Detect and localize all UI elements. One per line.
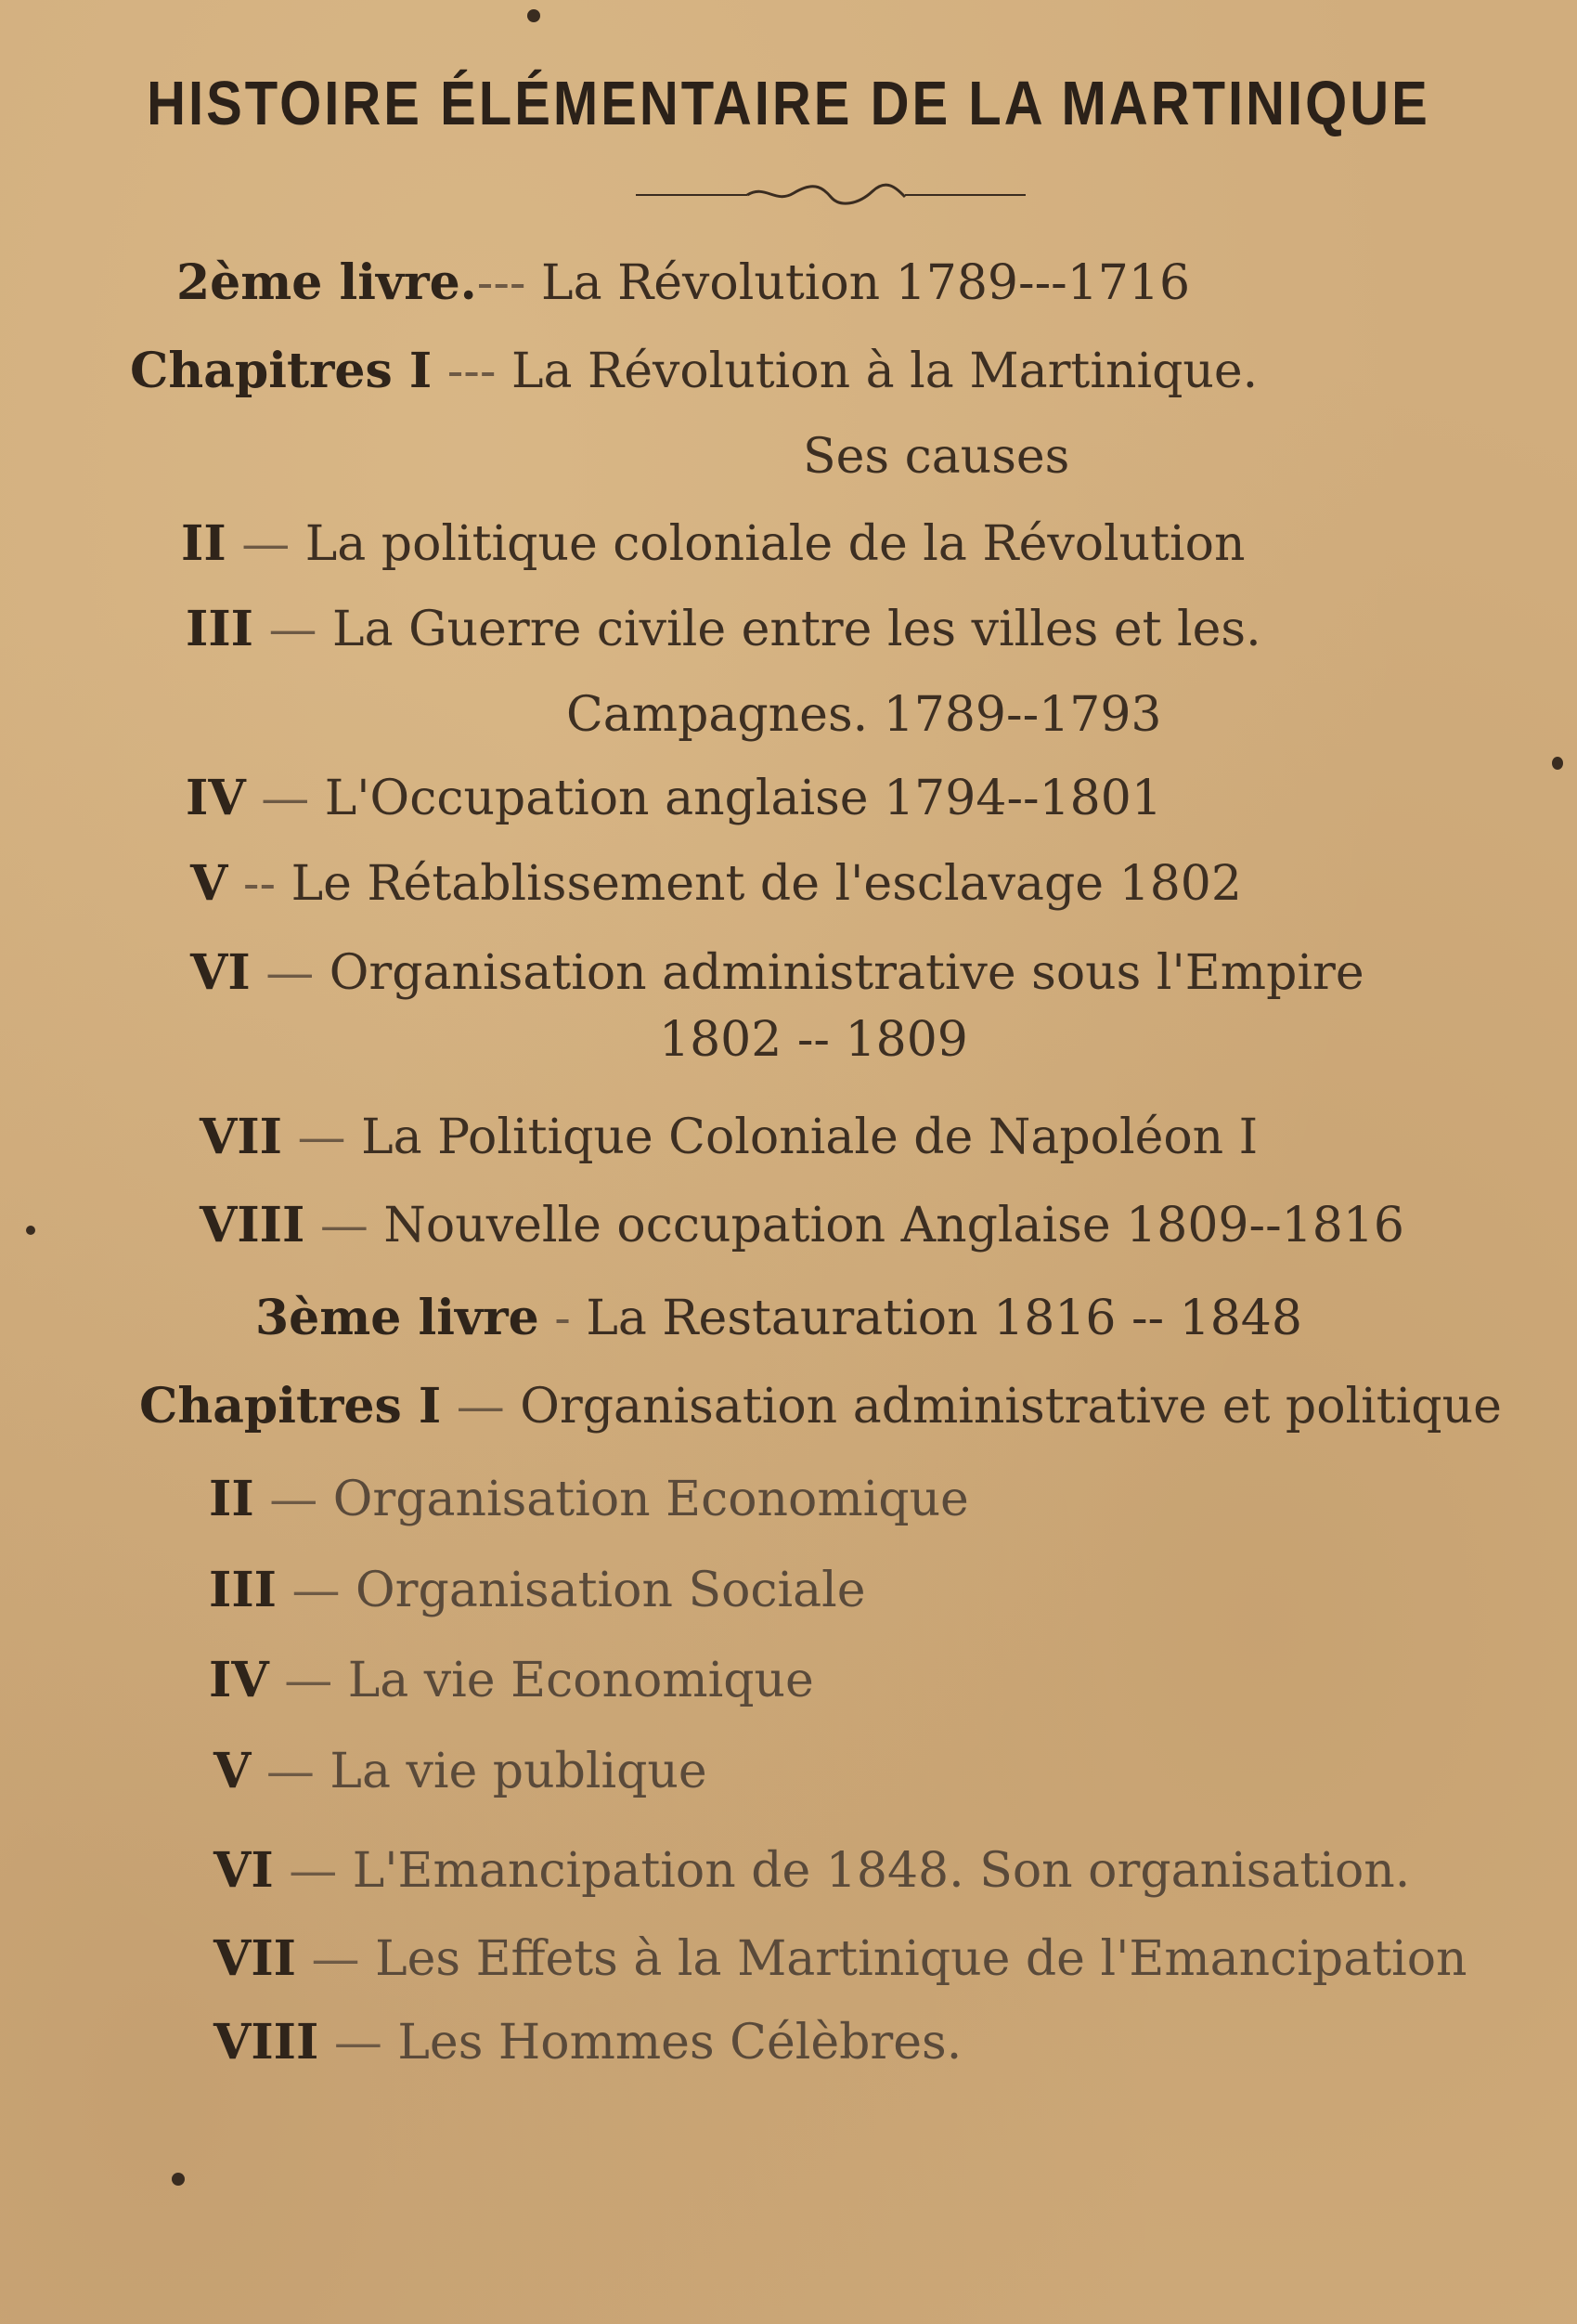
toc-entry-2-chapter-3: III — La Guerre civile entre les villes et les. — [186, 601, 1261, 657]
paper-speck — [26, 1226, 35, 1235]
toc-entry-2-chapter-4: IV — L'Occupation anglaise 1794--1801 — [186, 770, 1162, 826]
toc-entry-3-chapter-8: VIII — Les Hommes Célèbres. — [213, 2014, 963, 2071]
toc-entry-3-chapter-3: III — Organisation Sociale — [209, 1562, 866, 1618]
toc-entry-2-chapter-5: V -- Le Rétablissement de l'esclavage 1802 — [190, 855, 1242, 912]
toc-entry-3-chapter-4: IV — La vie Economique — [209, 1652, 814, 1708]
toc-entry-2-chapter-2: II — La politique coloniale de la Révolution — [181, 515, 1246, 572]
paper-speck — [527, 9, 540, 22]
toc-entry-2-chapter-3-continued: Campagnes. 1789--1793 — [566, 687, 1162, 743]
page-title: HISTOIRE ÉLÉMENTAIRE DE LA MARTINIQUE — [147, 69, 1430, 138]
toc-entry-2-chapter-6: VI — Organisation administrative sous l'Empire — [190, 944, 1364, 1001]
paper-speck — [1552, 757, 1563, 770]
toc-entry-3-chapter-7: VII — Les Effets à la Martinique de l'Emancipation — [213, 1930, 1467, 1987]
toc-entry-3-chapter-5: V — La vie publique — [213, 1743, 707, 1799]
ornament-divider — [636, 176, 1026, 214]
toc-entry-2-chapter-6-continued: 1802 -- 1809 — [659, 1012, 968, 1068]
toc-entry-2-chapter-1-continued: Ses causes — [803, 429, 1070, 485]
toc-entry-3-chapter-6: VI — L'Emancipation de 1848. Son organisation. — [213, 1842, 1411, 1899]
toc-entry-2-chapter-7: VII — La Politique Coloniale de Napoléon I — [200, 1109, 1259, 1165]
toc-book-3: 3ème livre - La Restauration 1816 -- 1848 — [255, 1290, 1302, 1346]
toc-book-2: 2ème livre.--- La Révolution 1789---1716 — [176, 254, 1191, 311]
toc-entry-2-chapter-1: Chapitres I --- La Révolution à la Martinique. — [130, 343, 1259, 399]
paper-speck — [172, 2173, 185, 2186]
toc-entry-3-chapter-2: II — Organisation Economique — [209, 1471, 969, 1527]
toc-entry-3-chapter-1: Chapitres I — Organisation administrative et politique — [139, 1378, 1502, 1435]
toc-entry-2-chapter-8: VIII — Nouvelle occupation Anglaise 1809--1816 — [200, 1197, 1404, 1253]
